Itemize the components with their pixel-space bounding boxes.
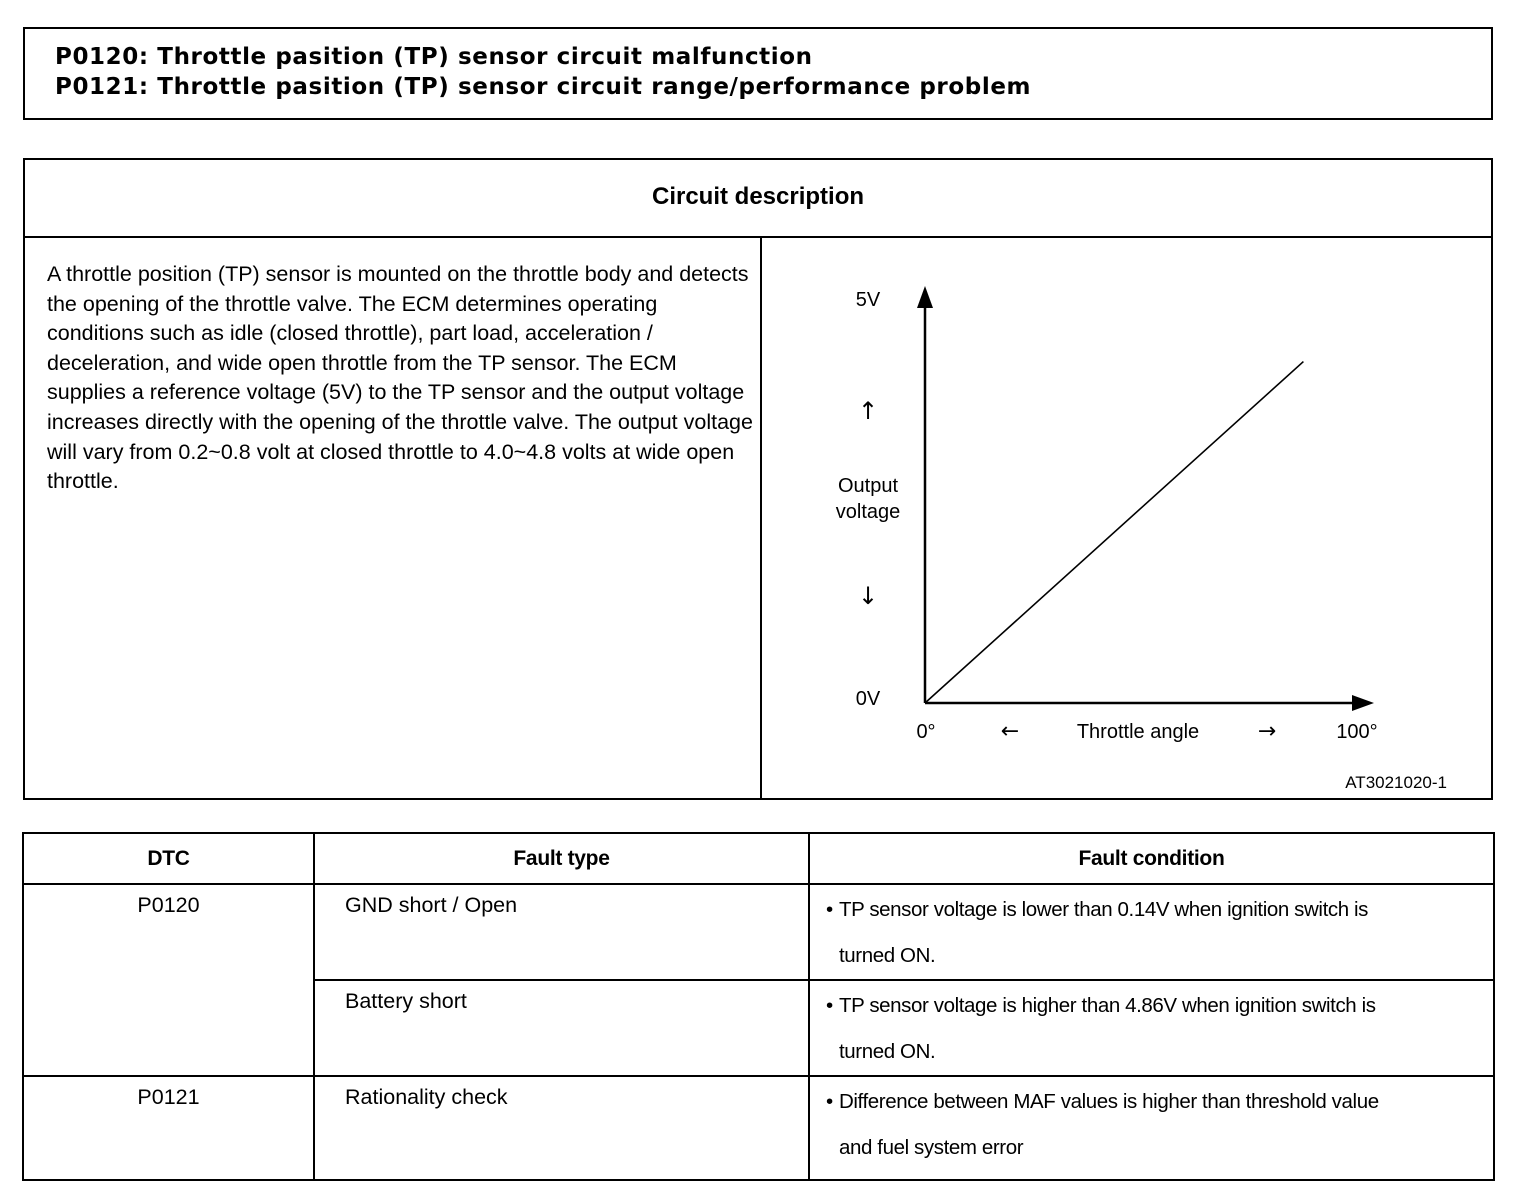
x-tick-min: 0° bbox=[916, 721, 936, 743]
fault-condition-cell bbox=[809, 980, 1494, 1076]
condition-line: turned ON. bbox=[839, 1040, 936, 1063]
table-header-row bbox=[23, 833, 1494, 884]
condition-line: TP sensor voltage is higher than 4.86V when ignition switch is bbox=[839, 994, 1376, 1017]
fault-condition-cell bbox=[809, 1076, 1494, 1180]
circuit-description-text: A throttle position (TP) sensor is mounted on the throttle body and detects the opening of the throttle valve. The ECM determines operating conditions such as idle (closed throttle), part load, acceleration / deceleration, and wide open throttle from the TP sensor. The ECM supplies a reference voltage (5V) to the TP sensor and the output voltage increases directly with the opening of the throttle valve. The output voltage will vary from 0.2~0.8 volt at closed throttle to 4.0~4.8 volts at wide open throttle. bbox=[47, 262, 753, 494]
x-tick-max: 100° bbox=[1336, 721, 1378, 743]
y-tick-max: 5V bbox=[855, 289, 881, 311]
header-fault-condition: Fault condition bbox=[809, 833, 1494, 884]
fault-type-cell: GND short / Open bbox=[314, 884, 809, 980]
x-axis-label: Throttle angle bbox=[1076, 721, 1200, 743]
header-fault-type: Fault type bbox=[314, 833, 809, 884]
dtc-cell: P0120 bbox=[23, 884, 314, 1076]
y-axis-label-line2: voltage bbox=[835, 501, 901, 523]
circuit-description-panel bbox=[23, 158, 1493, 800]
right-arrow-glyph: → bbox=[1257, 719, 1277, 744]
header-dtc: DTC bbox=[23, 833, 314, 884]
condition-line: turned ON. bbox=[839, 944, 936, 967]
figure-id: AT3021020-1 bbox=[1345, 773, 1447, 792]
fault-condition-cell bbox=[809, 884, 1494, 980]
y-tick-min: 0V bbox=[855, 688, 881, 710]
dtc-cell: P0121 bbox=[23, 1076, 314, 1180]
condition-line: Difference between MAF values is higher than threshold value bbox=[839, 1090, 1379, 1113]
left-arrow-glyph: ← bbox=[1000, 719, 1020, 744]
table-row bbox=[23, 1076, 1494, 1180]
fault-table bbox=[22, 832, 1495, 1181]
dtc-header bbox=[23, 27, 1493, 120]
circuit-description-title: Circuit description bbox=[25, 160, 1491, 238]
output-voltage-line bbox=[925, 362, 1303, 703]
fault-type-cell: Battery short bbox=[314, 980, 809, 1076]
y-axis-label-line1: Output bbox=[837, 475, 899, 497]
dtc-title-p0121: P0121: Throttle pasition (TP) sensor circuit range/performance problem bbox=[55, 74, 1032, 100]
table-row bbox=[23, 884, 1494, 980]
condition-line: TP sensor voltage is lower than 0.14V when ignition switch is bbox=[839, 898, 1369, 921]
x-axis-arrowhead bbox=[1352, 695, 1374, 711]
down-arrow-glyph: ↓ bbox=[857, 582, 879, 610]
up-arrow-glyph: ↑ bbox=[857, 397, 879, 425]
bullet: • bbox=[826, 994, 833, 1017]
condition-line: and fuel system error bbox=[839, 1136, 1024, 1159]
y-axis-arrowhead bbox=[917, 286, 933, 308]
voltage-throttle-chart bbox=[762, 238, 1491, 798]
fault-type-cell: Rationality check bbox=[314, 1076, 809, 1180]
bullet: • bbox=[826, 1090, 833, 1113]
dtc-title-p0120: P0120: Throttle pasition (TP) sensor circuit malfunction bbox=[55, 44, 813, 70]
bullet: • bbox=[826, 898, 833, 921]
